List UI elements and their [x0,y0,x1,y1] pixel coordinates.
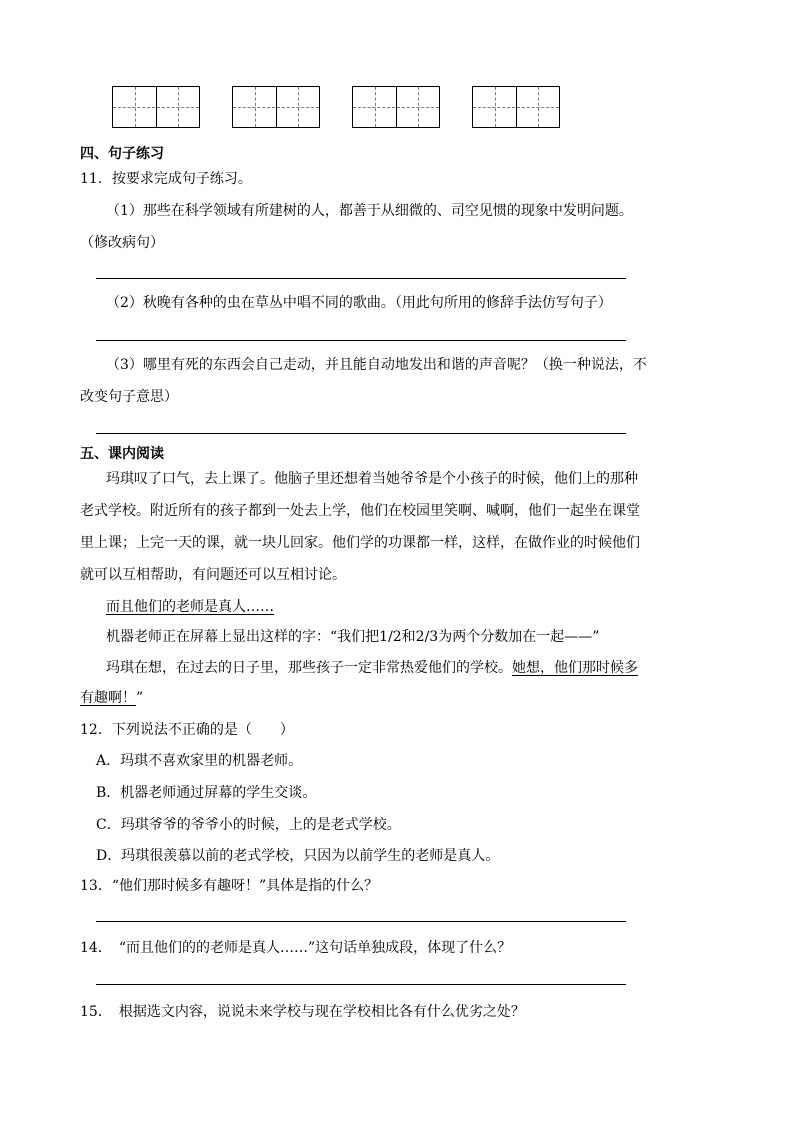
passage-text: ” [136,690,144,706]
question-14: 14． “而且他们的的老师是真人……”这句话单独成段，体现了什么？ [80,940,512,956]
passage-paragraph-1: 里上课；上完一天的课，就一块儿回家。他们学的功课都一样，这样，在做作业的时候他们 [80,535,640,551]
underlined-sentence: 她想，他们那时候多 [512,660,638,676]
writing-grid-1[interactable] [112,86,200,128]
writing-grid-2[interactable] [232,86,320,128]
passage-paragraph-4 [106,657,638,677]
grid-guide [135,87,136,127]
grid-guide [538,87,539,127]
question-12-stem: 12．下列说法不正确的是（ ） [80,722,294,738]
grid-guide [418,87,419,127]
grid-guide [255,87,256,127]
grid-guide [495,87,496,127]
question-15: 15． 根据选文内容，说说未来学校与现在学校相比各有什么优劣之处？ [80,1004,525,1020]
answer-line-11-1[interactable] [96,278,626,279]
grid-guide [233,107,319,108]
question-11-item-2: （2）秋晚有各种的虫在草丛中唱不同的歌曲。（用此句所用的修辞手法仿写句子） [106,295,612,311]
question-11-stem: 11．按要求完成句子练习。 [80,171,252,187]
section-heading-4: 四、句子练习 [80,146,164,162]
question-13: 13．“他们那时候多有趣呀！”具体是指的什么？ [80,878,379,894]
section-heading-5: 五、课内阅读 [80,446,164,462]
answer-line-13[interactable] [96,921,626,922]
passage-paragraph-1: 老式学校。附近所有的孩子都到一处去上学，他们在校园里笑啊、喊啊，他们一起坐在课堂 [80,503,640,519]
question-11-item-3: （3）哪里有死的东西会自己走动，并且能自动地发出和谐的声音呢？（换一种说法，不 [106,357,647,373]
option-d[interactable]: D．玛琪很羡慕以前的老式学校，只因为以前学生的老师是真人。 [96,848,500,864]
writing-grid-3[interactable] [352,86,440,128]
answer-line-11-3[interactable] [96,433,626,434]
passage-text: 玛琪在想，在过去的日子里，那些孩子一定非常热爱他们的学校。 [106,660,512,676]
grid-guide [298,87,299,127]
writing-grid-4[interactable] [472,86,560,128]
grid-guide [178,87,179,127]
grid-guide [375,87,376,127]
question-11-item-3-instruction: 改变句子意思） [80,389,178,405]
grid-guide [113,107,199,108]
passage-paragraph-1: 就可以互相帮助，有问题还可以互相讨论。 [80,567,346,583]
passage-paragraph-1: 玛琪叹了口气，去上课了。他脑子里还想着当她爷爷是个小孩子的时候，他们上的那种 [106,471,638,487]
answer-line-14[interactable] [96,984,626,985]
passage-paragraph-2: 而且他们的老师是真人…… [106,599,274,615]
passage-paragraph-4-cont [80,687,143,707]
underlined-sentence: 有趣啊！ [80,690,136,706]
option-c[interactable]: C．玛琪爷爷的爷爷小的时候，上的是老式学校。 [96,817,401,833]
question-11-item-1-instruction: （修改病句） [80,235,164,251]
answer-line-11-2[interactable] [96,340,626,341]
option-b[interactable]: B．机器老师通过屏幕的学生交谈。 [96,785,317,801]
grid-guide [473,107,559,108]
grid-guide [353,107,439,108]
question-11-item-1: （1）那些在科学领域有所建树的人，都善于从细微的、司空见惯的现象中发明问题。 [106,203,633,219]
option-a[interactable]: A．玛琪不喜欢家里的机器老师。 [96,753,303,769]
passage-paragraph-3: 机器老师正在屏幕上显出这样的字：“我们把1/2和2/3为两个分数加在一起——” [106,629,600,645]
